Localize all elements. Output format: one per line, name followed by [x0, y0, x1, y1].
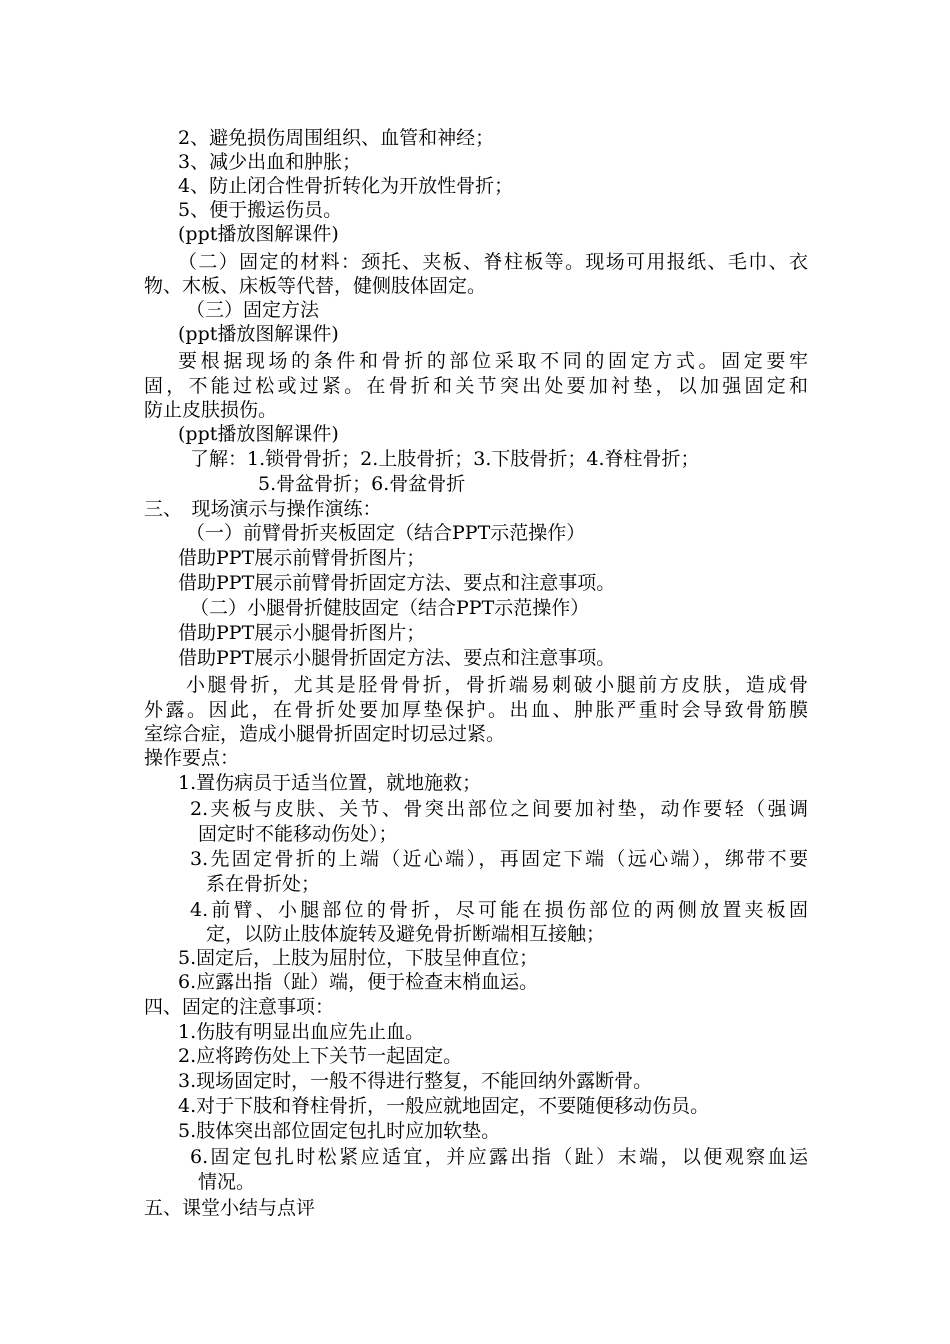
text-line: 3、减少出血和肿胀； [178, 151, 362, 173]
text-line: 系在骨折处； [206, 873, 321, 895]
text-line: 借助PPT展示小腿骨折固定方法、要点和注意事项。 [178, 647, 616, 669]
text-line: （二）固定的材料：颈托、夹板、脊柱板等。现场可用报纸、毛巾、衣 [178, 251, 808, 273]
text-line: 外露。因此，在骨折处要加厚垫保护。出血、肿胀严重时会导致骨筋膜 [144, 699, 808, 721]
text-line: (ppt播放图解课件) [178, 323, 339, 345]
text-line: 四、固定的注意事项： [144, 996, 335, 1018]
text-line: 1.置伤病员于适当位置，就地施救； [178, 772, 482, 794]
text-line: (ppt播放图解课件) [178, 223, 339, 245]
text-line: 固定时不能移动伤处）； [198, 823, 398, 845]
text-line: 室综合症，造成小腿骨折固定时切忌过紧。 [144, 723, 506, 745]
text-line: 防止皮肤损伤。 [144, 399, 278, 421]
text-line: 借助PPT展示小腿骨折图片； [178, 622, 426, 644]
text-line: 2.夹板与皮肤、关节、骨突出部位之间要加衬垫，动作要轻（强调 [190, 798, 808, 820]
text-line: 五、课堂小结与点评 [144, 1197, 316, 1219]
text-line: 2.应将跨伤处上下关节一起固定。 [178, 1045, 463, 1067]
text-line: 了解：1.锁骨骨折；2.上肢骨折；3.下肢骨折；4.脊柱骨折； [190, 448, 700, 470]
text-line: 4.对于下肢和脊柱骨折，一般应就地固定，不要随便移动伤员。 [178, 1095, 710, 1117]
text-line: 6.应露出指（趾）端，便于检查末梢血运。 [178, 971, 539, 993]
text-line: 借助PPT展示前臂骨折图片； [178, 547, 426, 569]
text-line: 5.固定后，上肢为屈肘位，下肢呈伸直位； [178, 947, 539, 969]
text-line: 3.现场固定时，一般不得进行整复，不能回纳外露断骨。 [178, 1070, 653, 1092]
text-line: （三）固定方法 [186, 299, 320, 321]
text-line: （一）前臂骨折夹板固定（结合PPT示范操作） [186, 522, 586, 544]
text-line: 借助PPT展示前臂骨折固定方法、要点和注意事项。 [178, 572, 616, 594]
text-line: 5.骨盆骨折；6.骨盆骨折 [258, 473, 466, 495]
text-line: 2、避免损伤周围组织、血管和神经； [178, 127, 495, 149]
text-line: （二）小腿骨折健肢固定（结合PPT示范操作） [190, 597, 590, 619]
text-line: 6.固定包扎时松紧应适宜，并应露出指（趾）末端，以便观察血运 [190, 1146, 808, 1168]
text-line: 操作要点： [144, 747, 240, 769]
text-line: 4、防止闭合性骨折转化为开放性骨折； [178, 175, 514, 197]
text-line: 3.先固定骨折的上端（近心端），再固定下端（远心端），绑带不要 [190, 848, 808, 870]
text-line: 三、 现场演示与操作演练： [144, 498, 382, 520]
text-line: 固，不能过松或过紧。在骨折和关节突出处要加衬垫，以加强固定和 [144, 375, 808, 397]
text-line: 物、木板、床板等代替，健侧肢体固定。 [144, 275, 487, 297]
text-line: 定，以防止肢体旋转及避免骨折断端相互接触； [206, 923, 606, 945]
text-line: 5.肢体突出部位固定包扎时应加软垫。 [178, 1120, 501, 1142]
text-line: 4.前臂、小腿部位的骨折，尽可能在损伤部位的两侧放置夹板固 [190, 899, 808, 921]
text-line: (ppt播放图解课件) [178, 423, 339, 445]
text-line: 1.伤肢有明显出血应先止血。 [178, 1021, 425, 1043]
text-line: 5、便于搬运伤员。 [178, 199, 343, 221]
text-line: 要根据现场的条件和骨折的部位采取不同的固定方式。固定要牢 [178, 350, 808, 372]
text-line: 情况。 [198, 1171, 256, 1193]
text-line: 小腿骨折，尤其是胫骨骨折，骨折端易刺破小腿前方皮肤，造成骨 [186, 674, 808, 696]
